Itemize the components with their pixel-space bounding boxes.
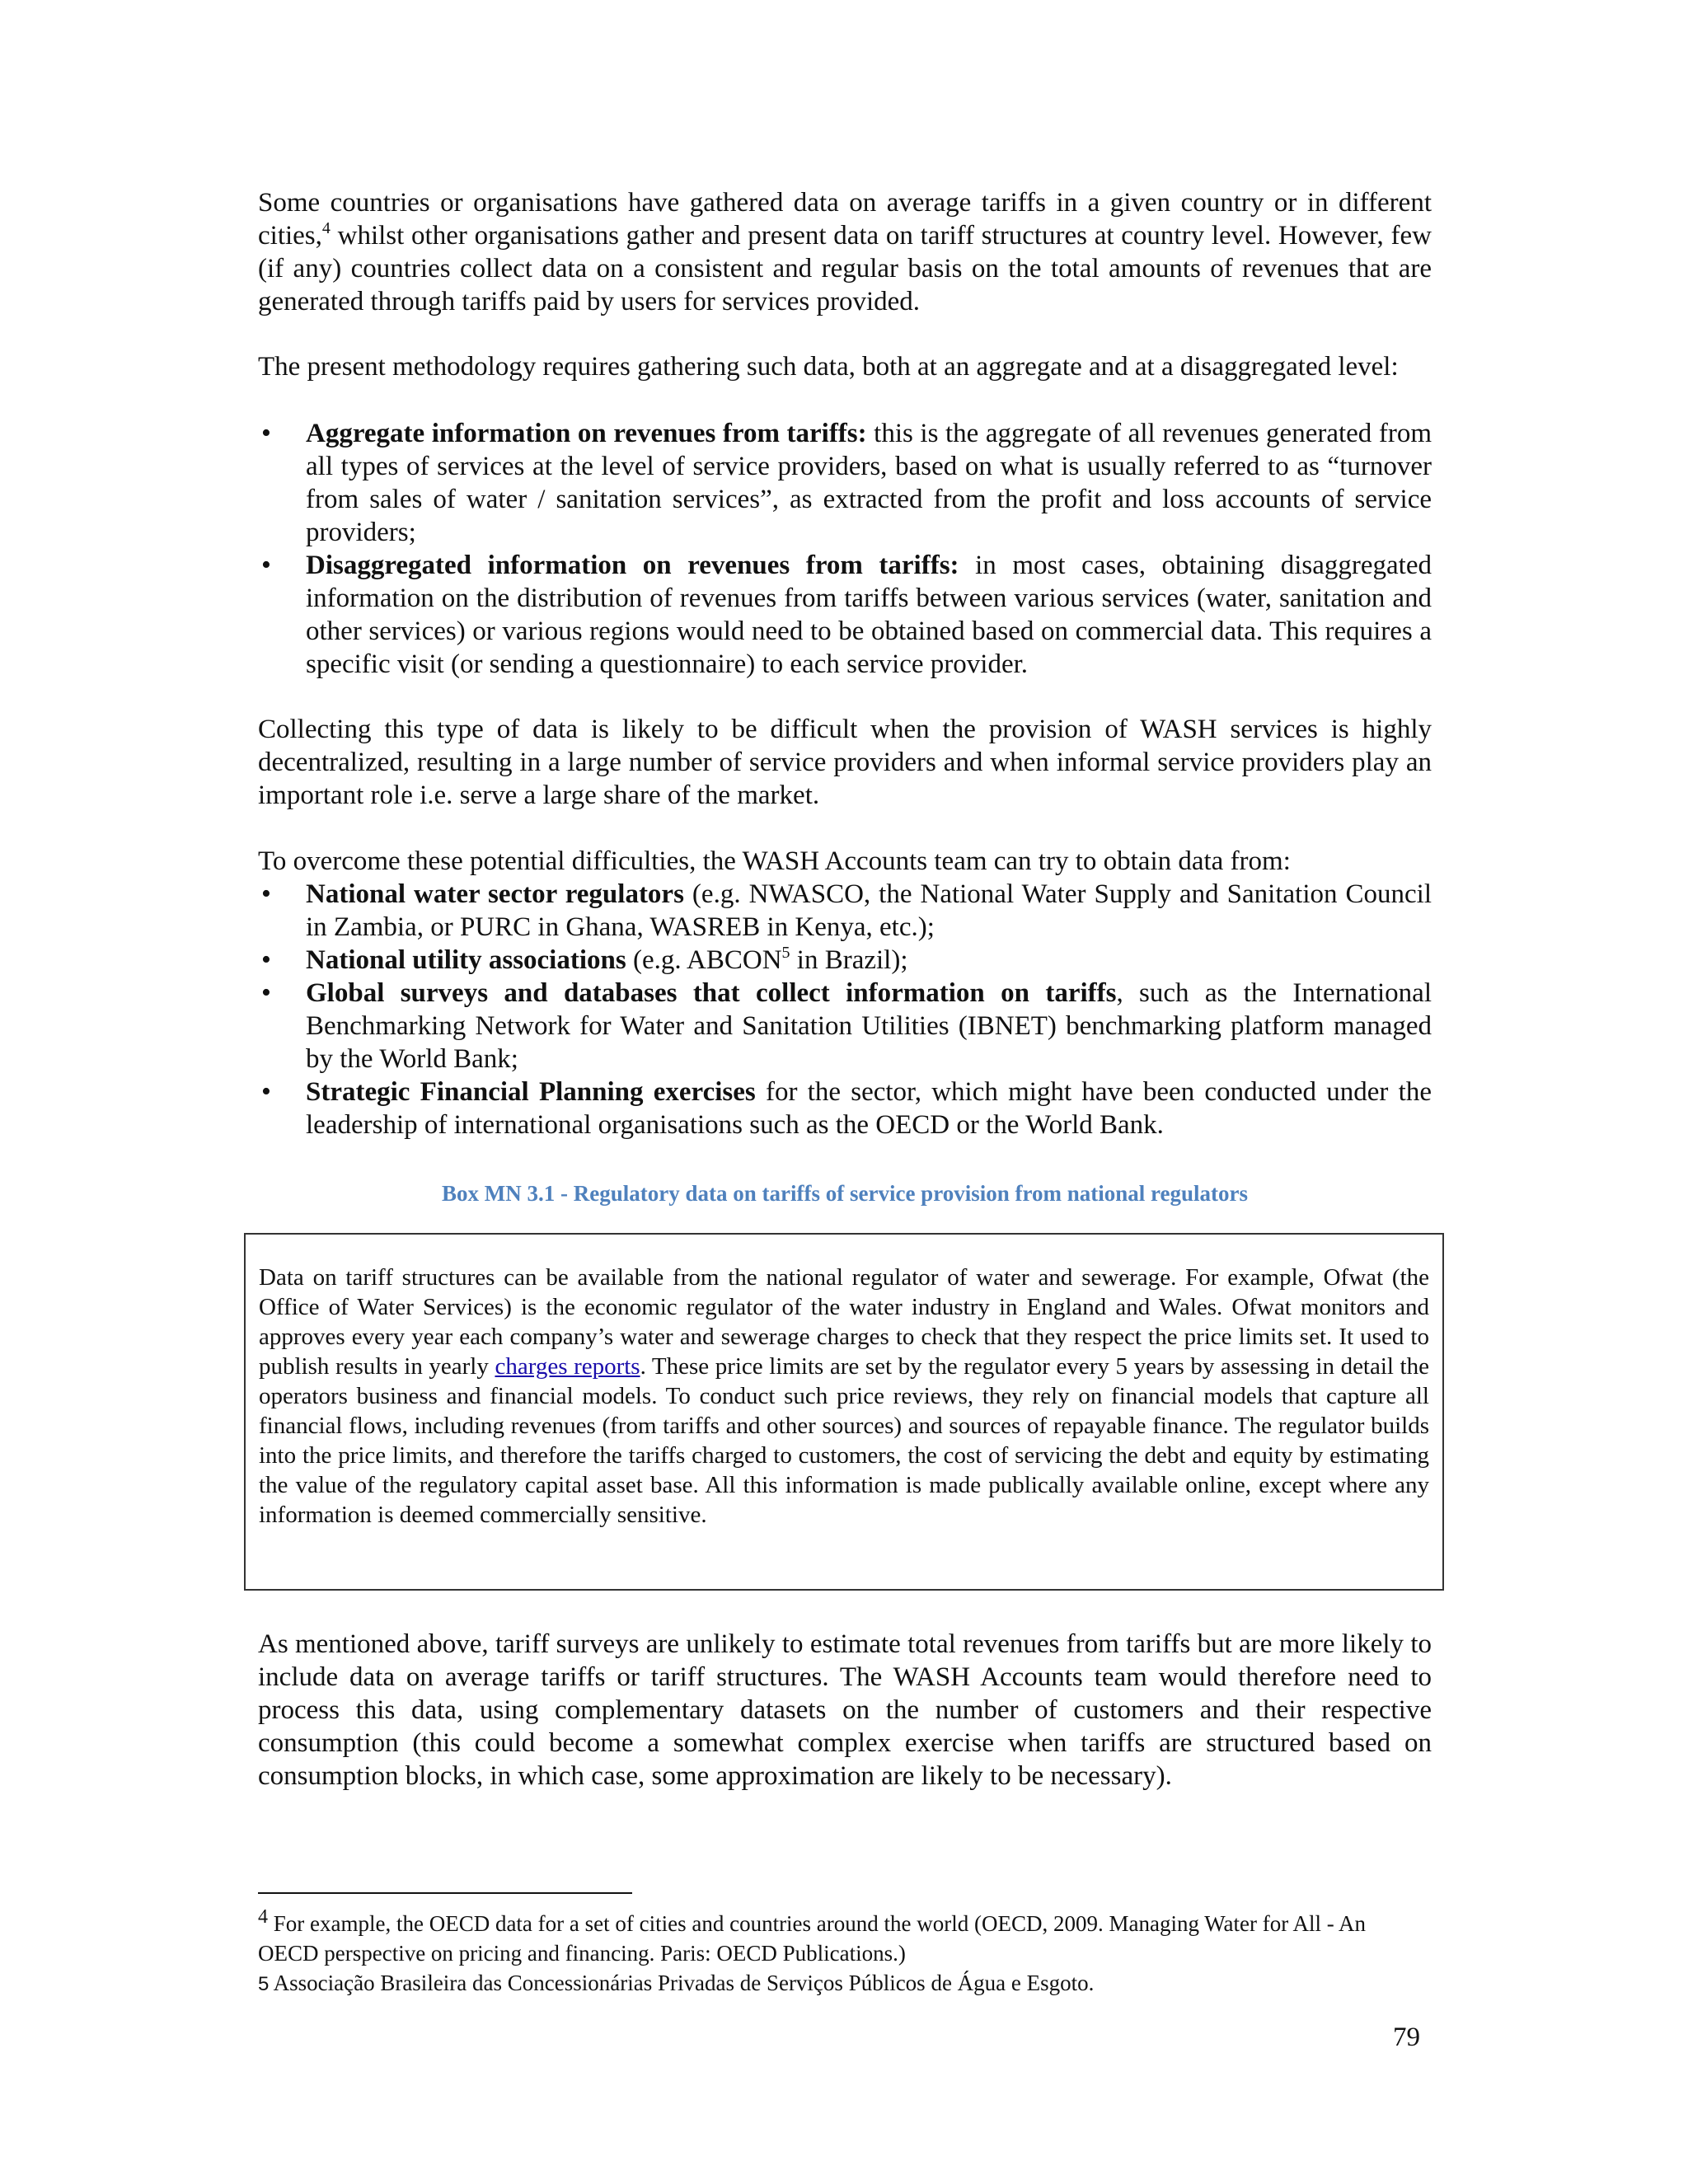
- list-item: [258, 977, 1432, 1076]
- paragraph-data-sources: To overcome these potential difficulties, the WASH Accounts team can try to obtain data from:: [258, 846, 1291, 876]
- paragraph-tariff-surveys: As mentioned above, tariff surveys are unlikely to estimate total revenues from tariffs but are more likely to include data on average tariffs or tariff structures. The WASH Accounts team would therefore need to process this data, using complementary datasets on the number of customers and their respective consumption (this could become a somewhat complex exercise when tariffs are structured based on consumption blocks, in which case, some approximation are likely to be necessary).: [258, 1629, 1432, 1791]
- paragraph-text: whilst other organisations gather and present data on tariff structures at country level. However, few (if any) countries collect data on a consistent and regular basis on the total amounts of revenues that are generated through tariffs paid by users for services provided.: [258, 221, 1432, 316]
- box-text-part: Data on tariff structures can be available from the national regulator of water and sewerage. For example, Ofwat (the Office of Water Services) is the economic regulator of the water industry in England and Wales. Ofwat monitors and approves every year each company’s water and sewerage charges to check that they respect the price limits set. It used to publish results in yearly: [259, 1264, 1429, 1380]
- page-number: 79: [1393, 2022, 1420, 2052]
- footnote-ref-5[interactable]: 5: [781, 944, 790, 962]
- revenue-info-list: [258, 417, 1432, 681]
- list-item: [258, 549, 1432, 681]
- list-item: [258, 944, 1432, 977]
- footnote-mark: 5: [258, 1973, 270, 1995]
- list-item-text: (e.g. ABCON: [626, 945, 782, 975]
- paragraph-tariff-data: [258, 186, 1432, 318]
- list-item-text: (e.g. NWASCO, the National Water Supply and Sanitation Council in Zambia, or PURC in Ghana, WASREB in Kenya, etc.);: [306, 879, 1432, 942]
- list-item-text: this is the aggregate of all revenues generated from all types of services at the level of service providers, based on what is usually referred to as “turnover from sales of water / sanitation services”, as extracted from the profit and loss accounts of service providers;: [306, 419, 1432, 547]
- list-item-term: Strategic Financial Planning exercises: [306, 1077, 756, 1107]
- footnote-ref-4[interactable]: 4: [321, 219, 331, 237]
- charges-reports-link[interactable]: charges reports: [495, 1353, 640, 1380]
- list-item-term: Disaggregated information on revenues from tariffs:: [306, 551, 959, 580]
- list-item-term: Global surveys and databases that collect information on tariffs: [306, 978, 1117, 1008]
- list-item: [258, 878, 1432, 944]
- box-caption: Box MN 3.1 - Regulatory data on tariffs of service provision from national regulators: [442, 1181, 1248, 1206]
- list-item-text: in most cases, obtaining disaggregated information on the distribution of revenues from tariffs between various services (water, sanitation and other services) or various regions would need to be obtained based on commercial data. This requires a specific visit (or sending a questionnaire) to each service provider.: [306, 551, 1432, 679]
- regulatory-data-box: [244, 1233, 1444, 1591]
- footnote-separator: [258, 1892, 632, 1894]
- paragraph-text: Some countries or organisations have gathered data on average tariffs in a given country or in different cities,: [258, 188, 1432, 251]
- list-item-text: , such as the International Benchmarking Network for Water and Sanitation Utilities (IBNET) benchmarking platform managed by the World Bank;: [306, 978, 1432, 1074]
- footnote-text: For example, the OECD data for a set of cities and countries around the world (OECD, 2009. Managing Water for All - An OECD perspective on pricing and financing. Paris: OECD Publications.): [258, 1911, 1367, 1966]
- footnote-text: Associação Brasileira das Concessionárias Privadas de Serviços Públicos de Água e Esgoto.: [269, 1971, 1095, 1995]
- list-item: [258, 1076, 1432, 1141]
- list-item-text: in Brazil);: [790, 945, 908, 975]
- paragraph-methodology: The present methodology requires gathering such data, both at an aggregate and at a disaggregated level:: [258, 352, 1399, 382]
- list-item-term: National utility associations: [306, 945, 626, 975]
- paragraph-collection-difficulty: Collecting this type of data is likely to be difficult when the provision of WASH services is highly decentralized, resulting in a large number of service providers and when informal service providers play an important role i.e. serve a large share of the market.: [258, 715, 1432, 810]
- footnote-5: [258, 1968, 1432, 1999]
- list-item-text: for the sector, which might have been conducted under the leadership of international organisations such as the OECD or the World Bank.: [306, 1077, 1432, 1140]
- list-item-term: Aggregate information on revenues from tariffs:: [306, 419, 867, 448]
- footnote-4: [258, 1906, 1432, 1968]
- box-text: [259, 1263, 1429, 1530]
- data-sources-list: [258, 878, 1432, 1141]
- footnote-mark: 4: [258, 1906, 268, 1928]
- list-item: [258, 417, 1432, 549]
- box-text-part: . These price limits are set by the regulator every 5 years by assessing in detail the operators business and financial models. To conduct such price reviews, they rely on financial models that capture all financial flows, including revenues (from tariffs and other sources) and sources of repayable finance. The regulator builds into the price limits, and therefore the tariffs charged to customers, the cost of servicing the debt and equity by estimating the value of the regulatory capital asset base. All this information is made publically available online, except where any information is deemed commercially sensitive.: [259, 1353, 1429, 1528]
- list-item-term: National water sector regulators: [306, 879, 684, 909]
